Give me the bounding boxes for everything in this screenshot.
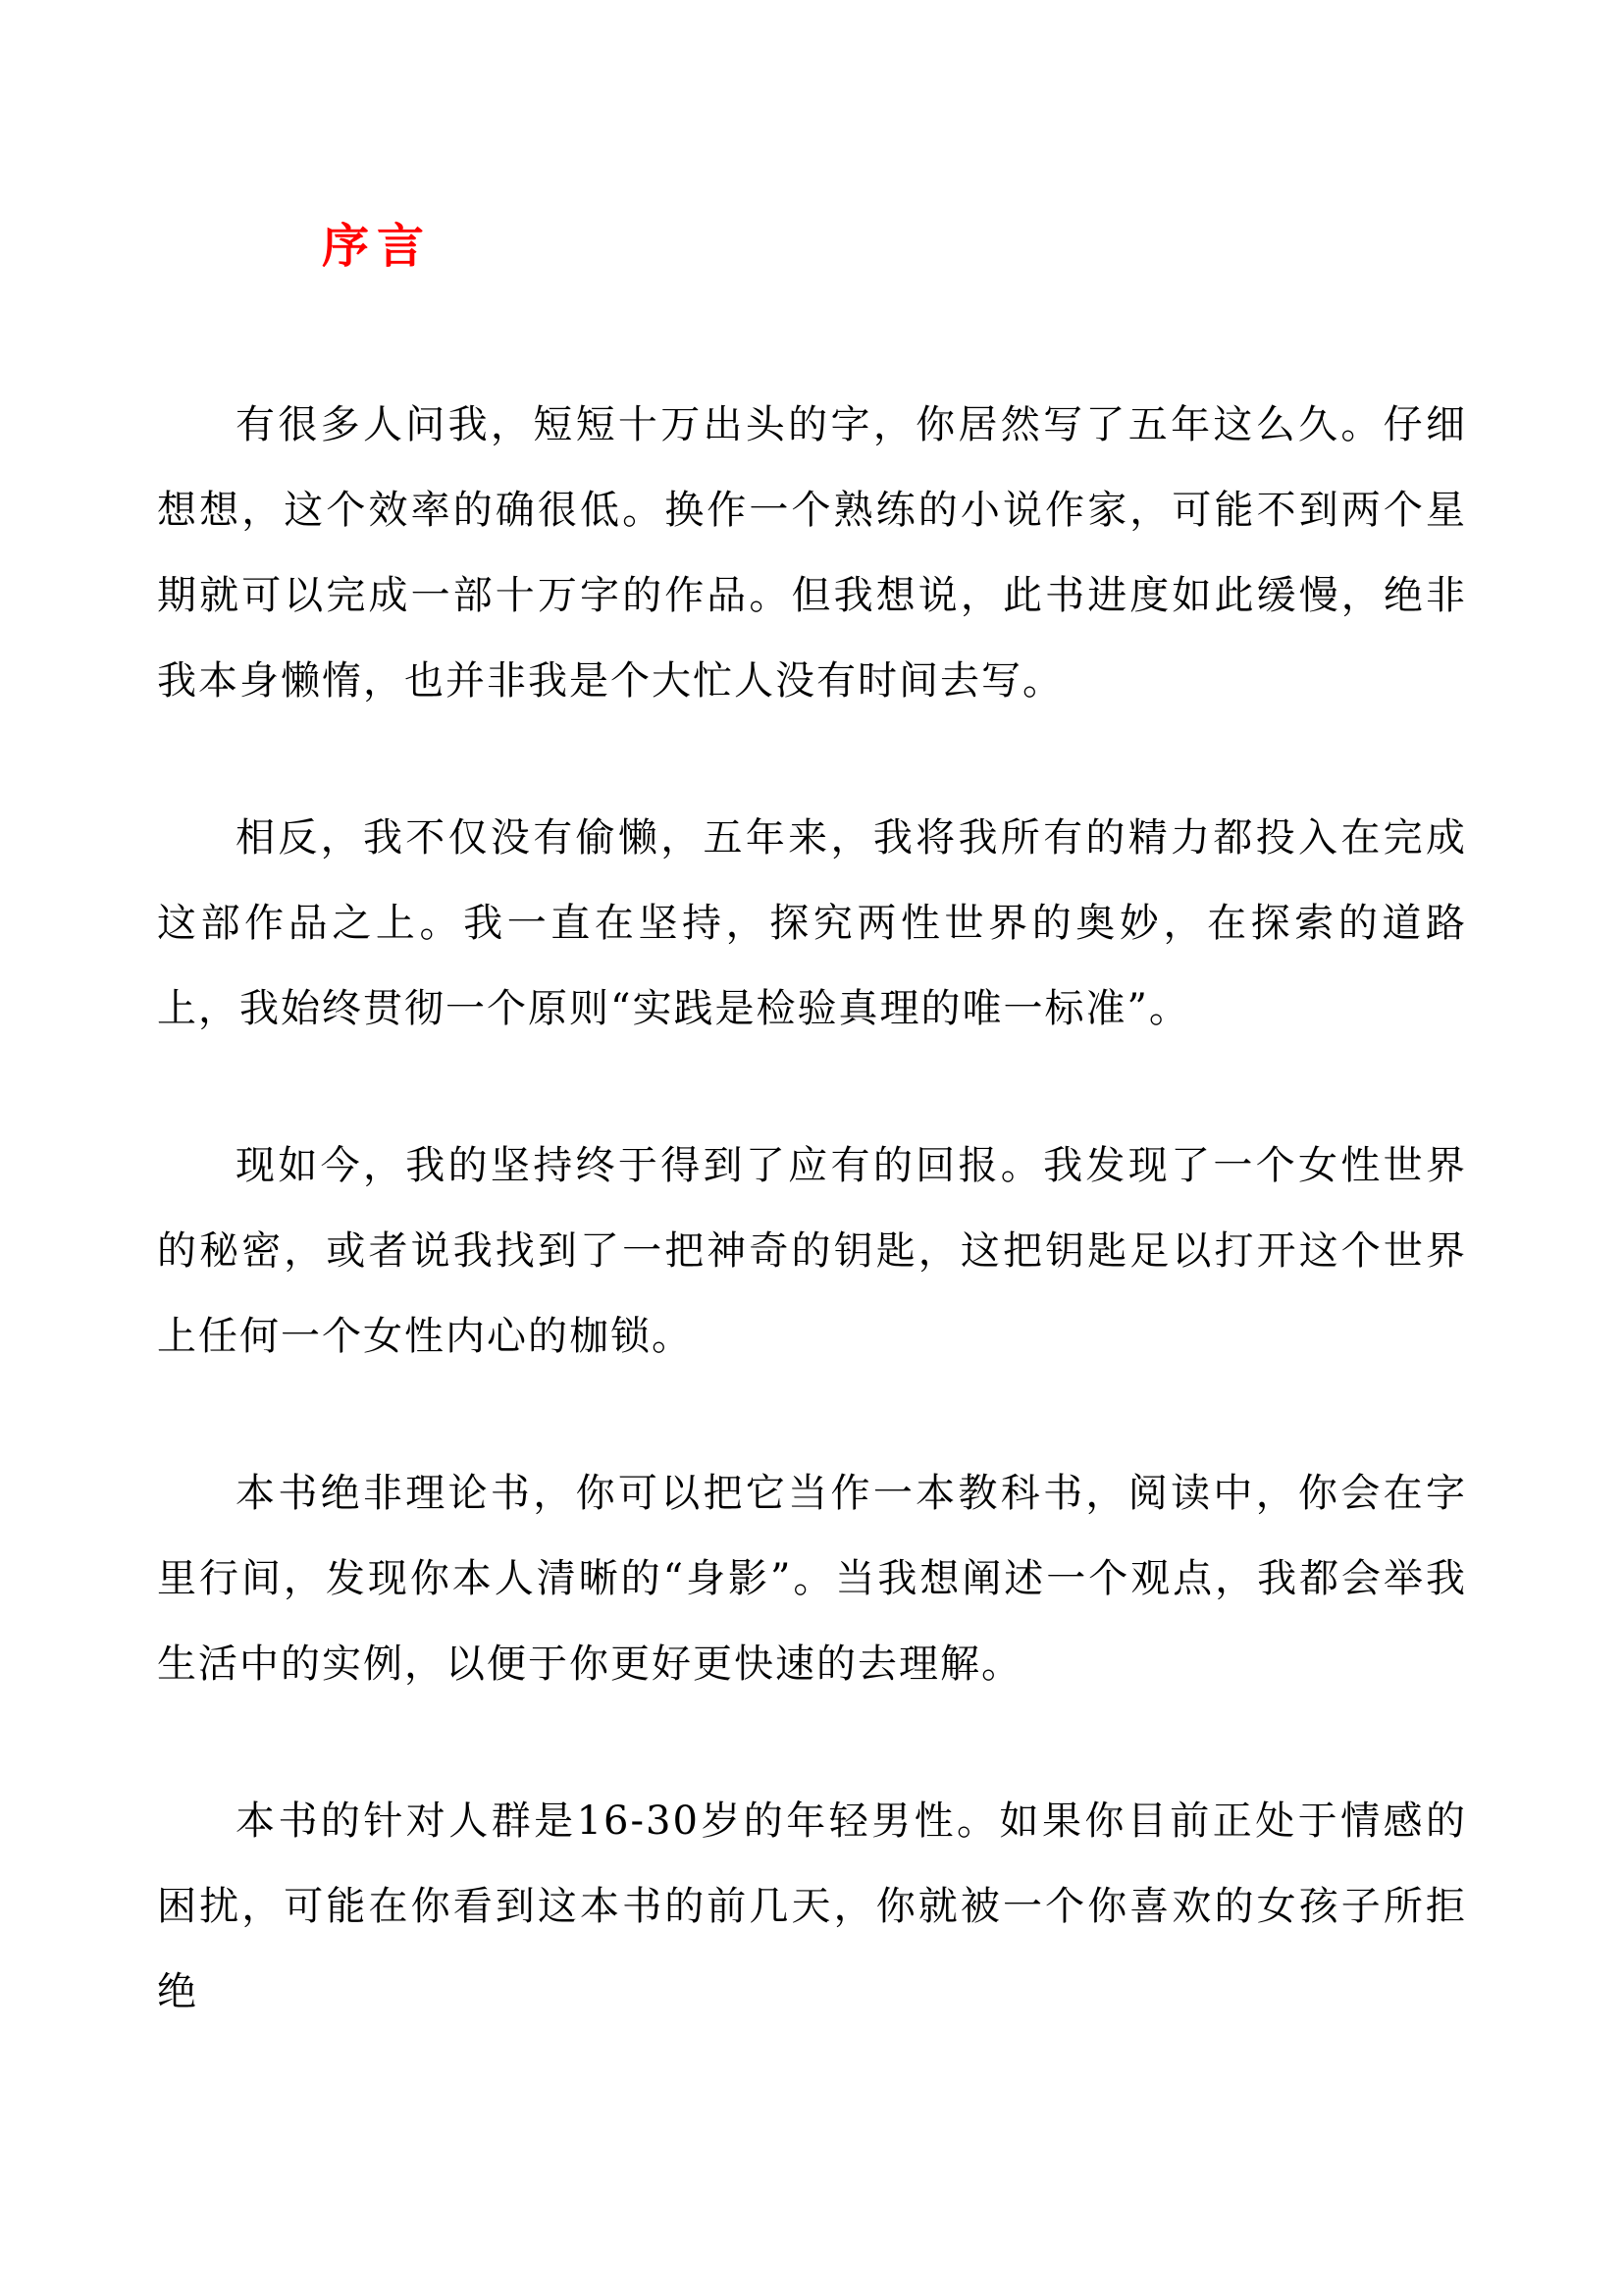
paragraph: 有很多人问我，短短十万出头的字，你居然写了五年这么久。仔细想想，这个效率的确很低。换作一个熟练的小说作家，可能不到两个星期就可以完成一部十万字的作品。但我想说，此书进度如此缓慢，绝非我本身懒惰，也并非我是个大忙人没有时间去写。 [157, 402, 1467, 704]
paragraph: 本书的针对人群是16-30岁的年轻男性。如果你目前正处于情感的困扰，可能在你看到这本书的前几天，你就被一个你喜欢的女孩子所拒绝 [157, 1799, 1467, 2014]
paragraph: 本书绝非理论书，你可以把它当作一本教科书，阅读中，你会在字里行间，发现你本人清晰的“身影”。当我想阐述一个观点，我都会举我生活中的实例，以便于你更好更快速的去理解。 [157, 1471, 1467, 1687]
page-title: 序言 [322, 219, 433, 274]
paragraph: 相反，我不仅没有偷懒，五年来，我将我所有的精力都投入在完成这部作品之上。我一直在坚持，探究两性世界的奥妙，在探索的道路上，我始终贯彻一个原则“实践是检验真理的唯一标准”。 [157, 815, 1467, 1031]
paragraph: 现如今，我的坚持终于得到了应有的回报。我发现了一个女性世界的秘密，或者说我找到了一把神奇的钥匙，这把钥匙足以打开这个世界上任何一个女性内心的枷锁。 [157, 1143, 1467, 1359]
document-body [157, 383, 1467, 2035]
